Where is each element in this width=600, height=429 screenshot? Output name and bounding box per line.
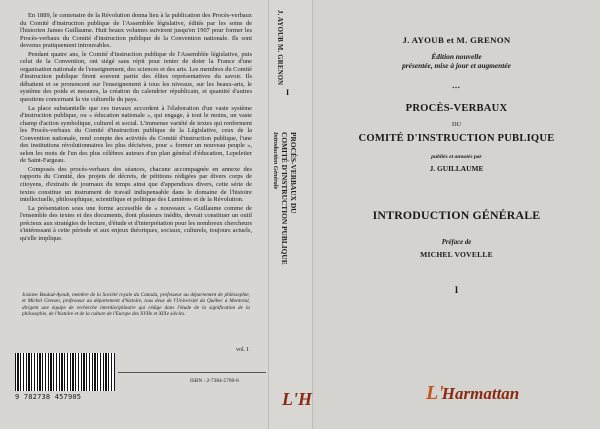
title-du: DU <box>452 121 461 128</box>
back-volume-label: vol. I <box>236 347 249 353</box>
back-paragraph: Pendant quatre ans, le Comité d'instruction publique de l'Assemblée législative, puis celui de la Convention, ont siégé sans répit pour tenter de doter la France d'une organisation nationale de l'enseignement, des sciences et des arts. Les membres du Comité d'instruction publique firent souvent partie des élites représentatives du savoir. Ils débattent et se prononcent sur l'enseignement à tous les niveaux, sur les beaux-arts, le système des poids et mesures, la création du calendrier républicain, et quantité d'autres questions concernant la vie culturelle du pays. <box>20 50 252 104</box>
back-paragraph: En 1889, le centenaire de la Révolution donna lieu à la publication des Procès-verbaux du Comité d'instruction publique de l'Assemblée législative, édités par les soins de l'historien James Guillaume. Huit beaux volumes suivirent jusqu'en 1907 pour former les Procès-verbaux du Comité d'instruction publique de la Convention nationale. Ils sont devenus pratiquement introuvables. <box>20 12 252 50</box>
spine-title <box>271 132 298 265</box>
publisher-logo-text: Harmattan <box>441 384 520 403</box>
preface-author: MICHEL VOVELLE <box>420 250 493 259</box>
published-by-label: publiés et annotés par <box>431 154 482 160</box>
edition-line: Édition nouvelle <box>431 52 482 61</box>
spine-publisher-logo: L'H <box>282 389 312 409</box>
back-cover <box>0 0 268 429</box>
front-volume-numeral: I <box>454 285 459 295</box>
barcode <box>15 353 115 391</box>
divider <box>118 372 266 373</box>
edition-note <box>313 52 600 71</box>
edition-line: présentée, mise à jour et augmentée <box>402 61 511 71</box>
spine-authors: J. AYOUB M. GRENON <box>276 10 283 86</box>
spine-title-line: PROCÈS-VERBAUX DU <box>289 132 298 214</box>
back-cover-text <box>20 12 252 243</box>
title-line-2: COMITÉ D'INSTRUCTION PUBLIQUE <box>358 133 555 144</box>
back-paragraph: La place substantielle que ces travaux accordent à l'élaboration d'un vaste système d'instruction publique, ou « éducation nationale », qui engage, à tout le moins, un vaste champ d'action symbolique, culturel et social. L'immense variété de textes qui renferment les Procès-verbaux du Comité d'instruction publique de la Législative, ceux de la Convention nationale, rend compte des activités du Comité d'instruction publique, l'une des institutions révolutionnaires les plus décisives, pour « former un nouveau peuple », selon les mots de l'un des plus célèbres auteurs d'un plan général d'éducation, Lepeletier de Saint-Fargeau. <box>20 104 252 165</box>
volume-title: INTRODUCTION GÉNÉRALE <box>372 208 541 222</box>
ornament: ▪▪▪ <box>452 86 461 91</box>
editor-name: J. GUILLAUME <box>429 164 484 173</box>
publisher-logo-mark: L' <box>426 382 444 404</box>
back-paragraph: Composés des procès-verbaux des séances, chacune accompagnée en annexe des rapports du Comité, des projets de décrets, de pétitions rédigées par divers corps de citoyens, d'extraits de journaux du temps ainsi que d'appendices divers, cette série de textes constitue un instrument de travail indispensable dans le domaine de l'histoire intellectuelle, philosophique, scientifique et politique des Lumières et de la Révolution. <box>20 165 252 204</box>
preface-label: Préface de <box>441 239 472 246</box>
isbn: ISBN : 2-7384-5790-8 <box>190 378 239 384</box>
spine-volume-numeral: I <box>286 88 290 97</box>
authors-bio: Josiane Boulad-Ayoub, membre de la Société royale du Canada, professeur au département de philosophie, et Michel Grenon, professeur au département d'histoire, tous deux de l'Université du Québec à Montréal, dirigent une équipe de recherche interdisciplinaire qui rédige dans l'étude de la signification de la philosophie, de l'histoire et de la culture de l'Europe des XVIIe et XIXe siècles. <box>22 292 250 317</box>
spine-title-line: COMITÉ D'INSTRUCTION PUBLIQUE <box>280 132 289 265</box>
barcode-digits: 9 782738 457905 <box>15 393 82 401</box>
spine-subtitle: Introduction Générale <box>272 132 279 190</box>
back-paragraph: La présentation sous une forme accessible de « nouveaux » Guillaume comme de l'ensemble des textes et des documents, dont plusieurs inédits, devrait constituer un outil précieux aux stratégies de lecture, d'étude et d'interprétation pour les nombreux chercheurs s'intéressant à cette période et aux enjeux théoriques, sociaux, culturels, toujours actuels, qu'elle implique. <box>20 204 252 242</box>
publisher-logo <box>426 382 519 405</box>
front-authors: J. AYOUB et M. GRENON <box>402 35 511 45</box>
title-line-1: PROCÈS-VERBAUX <box>405 103 508 114</box>
